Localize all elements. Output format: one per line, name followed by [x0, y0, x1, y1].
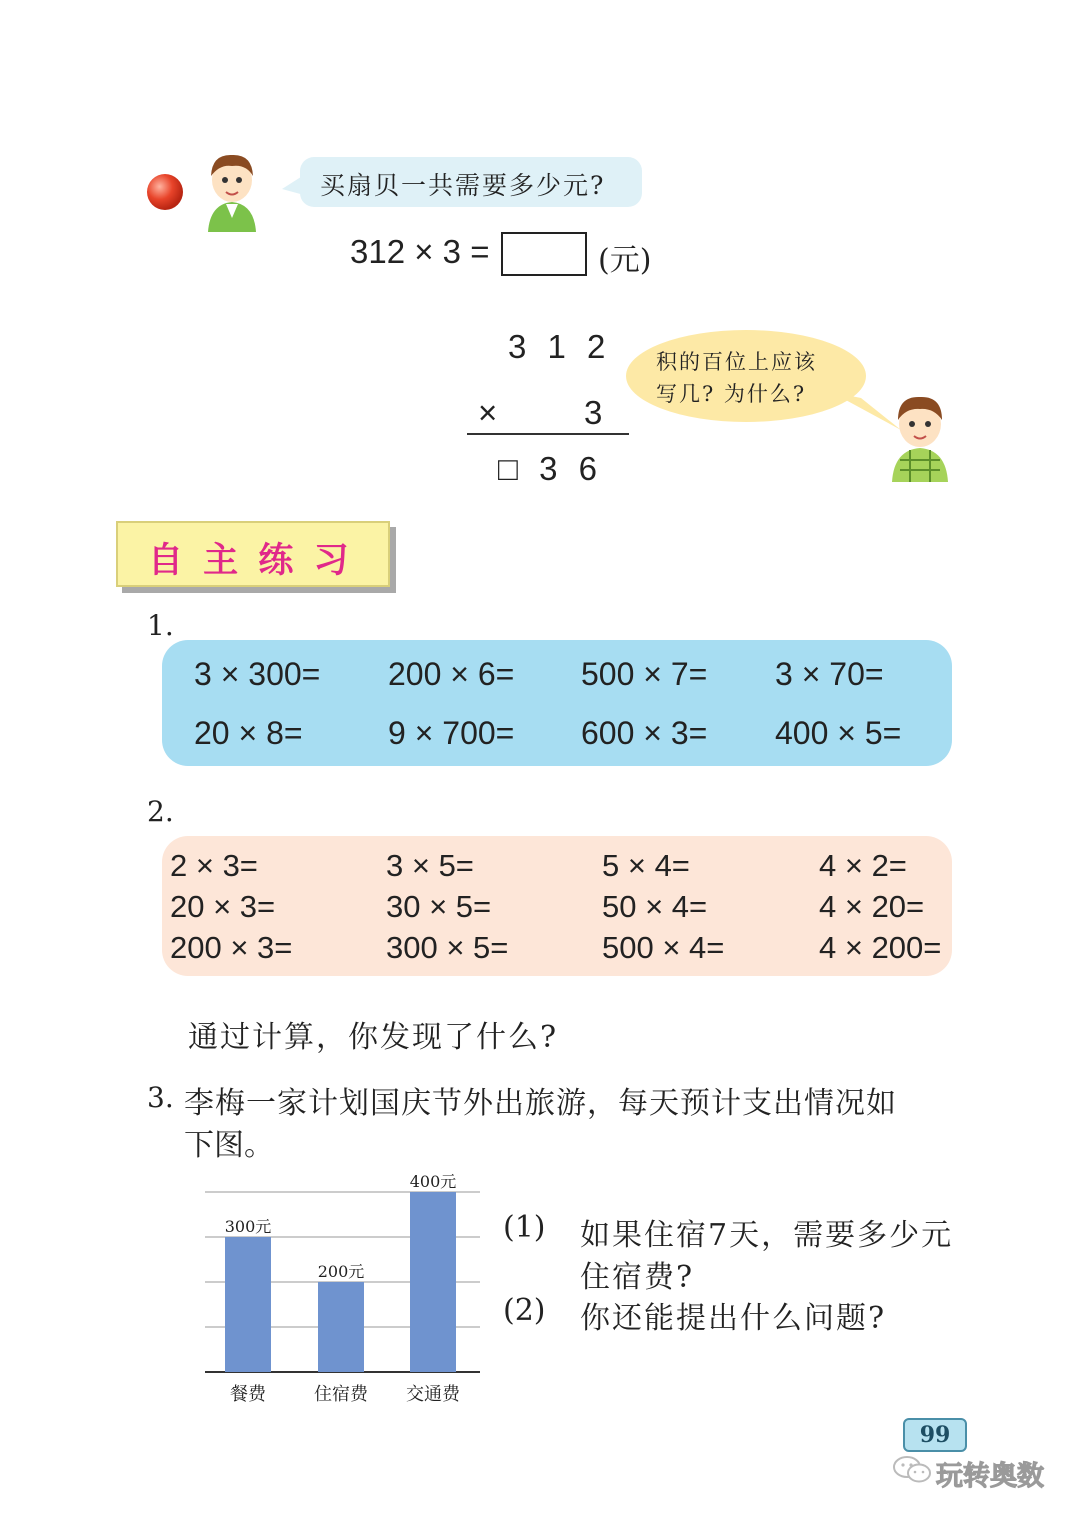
question-bubble-text: 买扇贝一共需要多少元? [320, 171, 606, 200]
calc-line [467, 433, 629, 435]
calc-times-sign: × [478, 394, 498, 431]
exercise-2-followup: 通过计算，你发现了什么? [188, 1020, 559, 1055]
ex1-r1-c4: 3 × 70= [775, 656, 884, 692]
chart-category-label: 餐费 [230, 1384, 266, 1405]
calc-result: □ 3 6 [498, 450, 603, 487]
ex2-r1-c1: 2 × 3= [170, 848, 258, 883]
hint-bubble [626, 330, 866, 422]
equation-unit: (元) [598, 243, 652, 278]
wechat-icon [892, 1454, 932, 1486]
hint-line-1: 积的百位上应该 [656, 350, 817, 374]
hint-line-2: 写几? 为什么? [656, 382, 807, 406]
ex2-r3-c2: 300 × 5= [386, 930, 509, 965]
ex1-r2-c1: 20 × 8= [194, 715, 303, 751]
question-bubble [300, 157, 642, 207]
watermark-text: 玩转奥数 [936, 1461, 1044, 1492]
q1-line-1: 如果住宿7天，需要多少元 [580, 1218, 954, 1253]
equation-left: 312 × 3 = [350, 233, 490, 270]
q2-text: 你还能提出什么问题? [580, 1301, 887, 1336]
q1-label: (1) [503, 1210, 546, 1245]
ex1-r1-c1: 3 × 300= [194, 656, 321, 692]
ex1-r1-c3: 500 × 7= [581, 656, 708, 692]
chart-data-label: 400元 [409, 1172, 457, 1191]
calc-top: 3 1 2 [508, 328, 612, 365]
chart-bar [318, 1282, 364, 1372]
ex2-r2-c3: 50 × 4= [602, 889, 708, 924]
expense-chart [200, 1160, 490, 1410]
q2-label: (2) [503, 1293, 546, 1328]
chart-data-label: 300元 [224, 1217, 272, 1236]
ex1-r2-c3: 600 × 3= [581, 715, 708, 751]
ex2-r1-c3: 5 × 4= [602, 848, 690, 883]
chart-category-label: 交通费 [406, 1384, 460, 1405]
chart-bar [225, 1237, 271, 1372]
ex2-r3-c1: 200 × 3= [170, 930, 293, 965]
boy-avatar-1 [200, 148, 264, 232]
ex2-r2-c1: 20 × 3= [170, 889, 276, 924]
ex2-r2-c4: 4 × 20= [819, 889, 925, 924]
chart-category-label: 住宿费 [314, 1384, 368, 1405]
exercise-3-text-2: 下图。 [184, 1128, 274, 1163]
section-title: 自 主 练 习 [148, 540, 353, 581]
page-number-badge [903, 1418, 967, 1452]
ex2-r3-c4: 4 × 200= [819, 930, 942, 965]
section-title-box [116, 521, 390, 587]
ex1-r2-c2: 9 × 700= [388, 715, 515, 751]
exercise-3-number: 3. [147, 1081, 174, 1114]
answer-box[interactable] [501, 232, 587, 276]
boy-avatar-2 [886, 390, 954, 482]
ex2-r2-c2: 30 × 5= [386, 889, 492, 924]
ex2-r3-c3: 500 × 4= [602, 930, 725, 965]
chart-bar [410, 1192, 456, 1372]
calc-multiplier: 3 [584, 394, 603, 431]
exercise-1-number: 1. [147, 609, 174, 642]
exercise-1-box [162, 640, 952, 766]
exercise-3-text-1: 李梅一家计划国庆节外出旅游，每天预计支出情况如 [184, 1086, 897, 1121]
ex1-r1-c2: 200 × 6= [388, 656, 515, 692]
ex2-r1-c4: 4 × 2= [819, 848, 907, 883]
ex1-r2-c4: 400 × 5= [775, 715, 902, 751]
chart-data-label: 200元 [317, 1262, 365, 1281]
q1-line-2: 住宿费? [580, 1260, 695, 1295]
page-number: 99 [919, 1422, 951, 1448]
exercise-2-box [162, 836, 952, 976]
red-ball-icon [145, 172, 185, 212]
ex2-r1-c2: 3 × 5= [386, 848, 474, 883]
exercise-2-number: 2. [147, 795, 174, 828]
